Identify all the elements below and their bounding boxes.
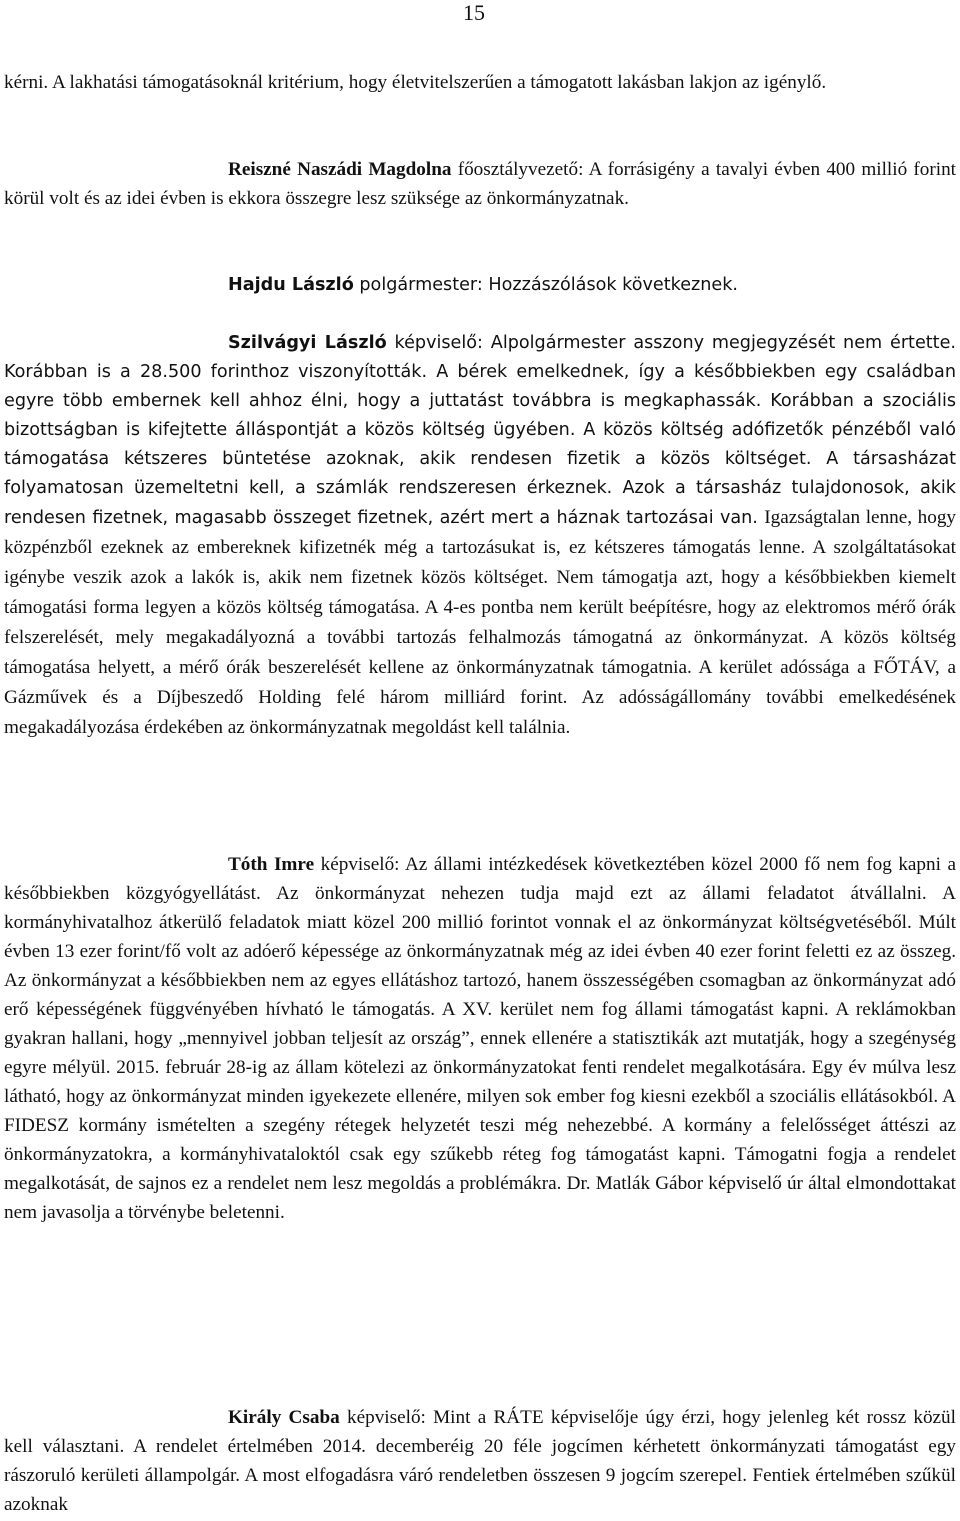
- speaker-name: Reiszné Naszádi Magdolna: [228, 159, 452, 180]
- paragraph-text: kérni. A lakhatási támogatásoknál kritérium, hogy életvitelszerűen a támogatott lakásban lakjon az igénylő.: [4, 72, 827, 93]
- speaker-name: Szilvágyi László: [228, 333, 387, 353]
- paragraph-continuation: [4, 68, 956, 97]
- speaker-name: Hajdu László: [228, 275, 354, 295]
- page-number: 15: [463, 0, 485, 25]
- paragraph-text: képviselő: Az állami intézkedések következtében közel 2000 fő nem fog kapni a későbbiekben közgyógyellátást. Az önkormányzat nehezen tudja majd ezt az állami feladatot átvállalni. A kormányhivatalhoz átkerülő feladatok miatt közel 200 millió forintot vonnak el az önkormányzat költségvetéséből. Múlt évben 13 ezer forint/fő volt az adóerő képessége az önkormányzatnak még az idei évben 40 ezer forint feletti ez az összeg. Az önkormányzat a későbbiekben nem az egyes ellátáshoz tartozó, hanem összességében csomagban az önkormányzat adó erő képességének függvényében hívható le támogatás. A XV. kerület nem fog állami támogatást kapni. A reklámokban gyakran hallani, hogy „mennyivel jobban teljesít az ország”, ennek ellenére a statisztikák azt mutatják, hogy a szegénység egyre mélyül. 2015. február 28-ig az állam kötelezi az önkormányzatokat fenti rendelet megalkotására. Egy év múlva lesz látható, hogy az önkormányzat minden igyekezete ellenére, milyen sok ember fog kiesni ezekből a szociális ellátásokból. A FIDESZ kormány ismételten a szegény rétegek helyzetét teszi még nehezebbé. A kormány a felelősséget áttészi az önkormányzatokra, a kormányhivataloktól csak egy szűkebb réteg fog támogatást kapni. Támogatni fogja a rendelet megalkotását, de sajnos ez a rendelet nem lesz megoldás a problémákra. Dr. Matlák Gábor képviselő úr által elmondottakat nem javasolja a törvénybe beletenni.: [4, 854, 956, 1223]
- paragraph-szilvagyi: [4, 329, 956, 743]
- speaker-name: Tóth Imre: [228, 854, 315, 875]
- paragraph-kiraly: [4, 1403, 956, 1519]
- speaker-name: Király Csaba: [228, 1407, 340, 1428]
- paragraph-reiszne: [4, 155, 956, 213]
- paragraph-toth: [4, 850, 956, 1227]
- paragraph-text: képviselő: Mint a RÁTE képviselője úgy érzi, hogy jelenleg két rossz közül kell választani. A rendelet értelmében 2014. decemberéig 20 féle jogcímen kérhetett önkormányzati támogatást egy rászoruló kerületi állampolgár. A most elfogadásra váró rendeletben összesen 9 jogcím szerepel. Fentiek értelmében szűkül azoknak: [4, 1407, 956, 1515]
- paragraph-text: főosztályvezető: A forrásigény a tavalyi évben 400 millió forint körül volt és az idei évben is ekkora összegre lesz szüksége az önkormányzatnak.: [4, 159, 957, 209]
- paragraph-text: polgármester: Hozzászólások következnek.: [353, 275, 739, 295]
- paragraph-text: képviselő: Alpolgármester asszony megjegyzését nem értette. Korábban is a 28.500 forinthoz viszonyították. A bérek emelkednek, így a későbbiekben egy családban egyre több embernek kell ahhoz élni, hogy a juttatást továbbra is megkaphassák. Korábban a szociális bizottságban is kifejtette álláspontját a közös költség ügyében. A közös költség adófizetők pénzéből való támogatása kétszeres büntetése azoknak, akik rendesen fizetik a közös költséget. A társasházat folyamatosan üzemeltetni kell, a számlák rendszeresen érkeznek. Azok a társasház tulajdonosok, akik rendesen fizetnek, magasabb összeget fizetnek, azért mert a háznak tartozásai van.: [4, 333, 956, 528]
- paragraph-text-continued: Igazságtalan lenne, hogy közpénzből ezeknek az embereknek kifizetnék még a tartozásukat is, ez kétszeres támogatás lenne. A szolgáltatásokat igénybe veszik azok a lakók is, akik nem fizetnek közös költséget. Nem támogatja azt, hogy a későbbiekben kiemelt támogatási forma legyen a közös költség támogatása. A 4-es pontba nem került beépítésre, hogy az elektromos mérő órák felszerelését, mely megakadályozná a további tartozás felhalmozás támogatná az önkormányzat. A közös költség támogatása helyett, a mérő órák beszerelését kellene az önkormányzatnak támogatnia. A kerület adóssága a FŐTÁV, a Gázművek és a Díjbeszedő Holding felé három milliárd forint. Az adósságállomány további emelkedésének megakadályozása érdekében az önkormányzatnak megoldást kell találnia.: [4, 507, 957, 738]
- paragraph-hajdu: [4, 271, 956, 300]
